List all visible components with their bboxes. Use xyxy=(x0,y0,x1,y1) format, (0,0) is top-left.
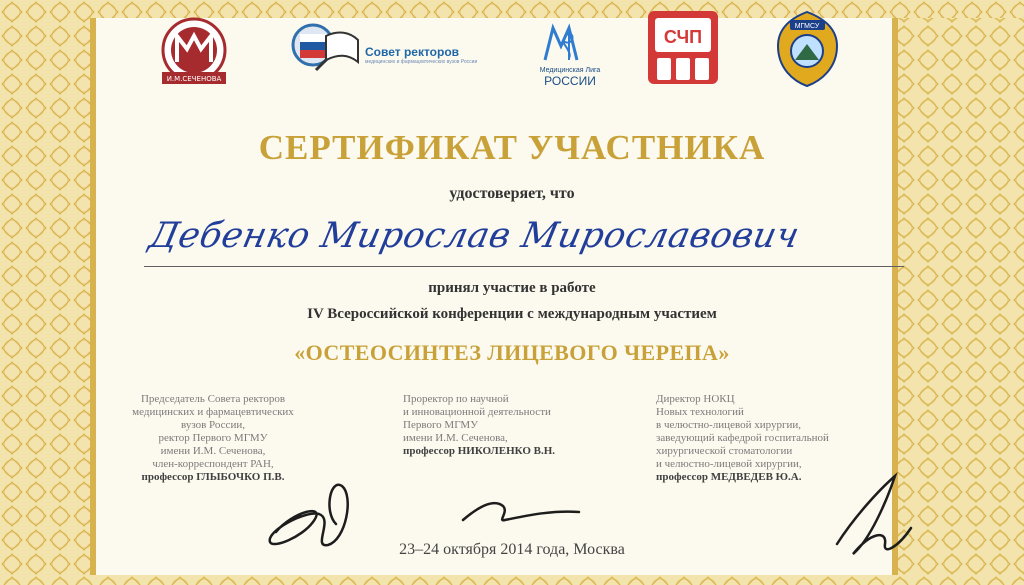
signatory-3-line: и челюстно-лицевой хирургии, xyxy=(656,458,802,470)
conference-title: «ОСТЕОСИНТЕЗ ЛИЦЕВОГО ЧЕРЕПА» xyxy=(294,340,730,365)
association-icon xyxy=(647,10,719,85)
signature-2-icon xyxy=(455,490,585,530)
signatory-3-line: заведующий кафедрой госпитальной xyxy=(656,432,829,444)
signatory-3-name: профессор МЕДВЕДЕВ Ю.А. xyxy=(656,471,802,483)
signatory-column-2 xyxy=(403,393,603,458)
signatory-1-line: вузов России, xyxy=(181,419,245,431)
signatory-2-name: профессор НИКОЛЕНКО В.Н. xyxy=(403,445,556,457)
participant-name-handwritten: Дебенко Мирослав Мирославович xyxy=(145,216,804,256)
signatory-3-line: в челюстно-лицевой хирургии, xyxy=(656,419,801,431)
university-seal-icon xyxy=(154,16,234,92)
signatory-3-line: хирургической стоматологии xyxy=(656,445,793,457)
council-of-rectors-wordmark xyxy=(365,45,505,65)
signatory-2-line: и инновационной деятельности xyxy=(403,406,551,418)
university-emblem-icon xyxy=(775,10,840,88)
signatory-1-line: Председатель Совета ректоров xyxy=(140,393,286,405)
university-emblem-label: МГМСУ xyxy=(794,23,820,30)
council-of-rectors-icon xyxy=(290,18,360,78)
signatory-1-line: медицинских и фармацевтических xyxy=(132,406,294,418)
council-subtitle: медицинских и фармацевтических вузов России xyxy=(365,59,478,65)
signatory-2-line: Проректор по научной xyxy=(403,393,509,405)
medical-league-label: Медицинская Лига xyxy=(539,67,601,74)
certificate-title: СЕРТИФИКАТ УЧАСТНИКА xyxy=(258,128,766,167)
signatory-1-name: профессор ГЛЫБОЧКО П.В. xyxy=(141,471,285,483)
medical-league-country: РОССИИ xyxy=(544,74,596,88)
conference-line: IV Всероссийской конференции с международным участием xyxy=(307,306,717,322)
participation-line: принял участие в работе xyxy=(428,280,596,296)
signatory-3-line: Новых технологий xyxy=(656,406,744,418)
certificate-subtitle: удостоверяет, что xyxy=(449,185,575,202)
signatory-2-line: Первого МГМУ xyxy=(403,419,478,431)
signatory-3-line: Директор НОКЦ xyxy=(656,393,735,405)
signatory-1-line: ректор Первого МГМУ xyxy=(158,432,268,444)
signatory-2-line: имени И.М. Сеченова, xyxy=(403,432,508,444)
name-underline xyxy=(144,266,904,267)
event-date-location: 23–24 октября 2014 года, Москва xyxy=(399,541,625,558)
signatory-1-line: имени И.М. Сеченова, xyxy=(160,445,266,457)
council-title: Совет ректоров xyxy=(365,45,460,59)
signatory-1-line: член-корреспондент РАН, xyxy=(152,458,274,470)
association-label: СЧП xyxy=(663,27,703,47)
university-seal-label: И.М.СЕЧЕНОВА xyxy=(166,75,222,83)
medical-league-icon xyxy=(535,18,605,90)
